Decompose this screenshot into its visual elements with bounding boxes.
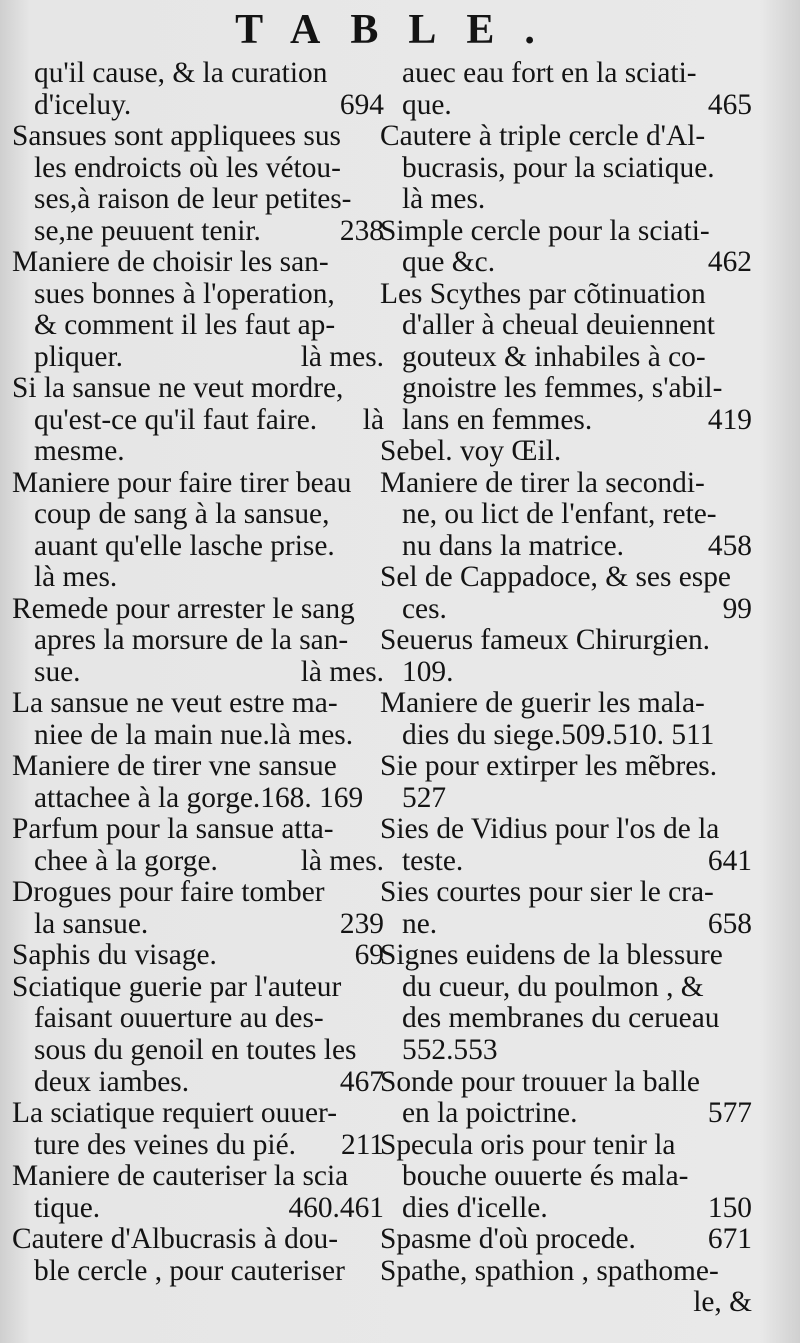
index-text: mesme.	[34, 436, 125, 468]
index-text: Sies courtes pour sier le cra-	[380, 877, 714, 909]
index-line	[12, 405, 384, 437]
page-reference: 577	[707, 1098, 752, 1130]
index-line	[380, 1287, 752, 1319]
index-line	[12, 247, 384, 279]
index-text: Sebel. voy Œil.	[380, 436, 562, 468]
index-line	[12, 1161, 384, 1193]
index-text: qu'est-ce qu'il faut faire.	[34, 404, 318, 436]
index-text: niee de la main nue.là mes.	[34, 719, 354, 751]
index-text: que.	[402, 89, 452, 121]
index-text: Sciatique guerie par l'auteur	[12, 971, 342, 1003]
page-reference: là mes.	[300, 656, 384, 688]
index-line	[12, 468, 384, 500]
page-reference: 460.461	[288, 1192, 384, 1224]
index-text: gouteux & inhabiles à co-	[402, 341, 706, 373]
index-line	[380, 310, 752, 342]
index-text: auant qu'elle lasche prise.	[34, 530, 335, 562]
index-text: sue.	[34, 656, 81, 688]
index-line	[12, 720, 384, 752]
index-text: apres la morsure de la san-	[34, 625, 349, 657]
index-line	[380, 625, 752, 657]
index-text: la sansue.	[34, 908, 149, 940]
index-text: se,ne peuuent tenir.	[34, 215, 261, 247]
index-text: ble cercle , pour cauteriser	[34, 1255, 345, 1287]
index-line	[380, 247, 752, 279]
index-text: Les Scythes par cõtinuation	[380, 278, 706, 310]
index-line	[380, 405, 752, 437]
index-line	[12, 783, 384, 815]
index-text: ture des veines du pié.	[34, 1129, 296, 1161]
index-line	[380, 153, 752, 185]
index-line	[12, 1098, 384, 1130]
page-reference: 419	[707, 404, 752, 436]
index-text: lans en femmes.	[402, 404, 593, 436]
index-line	[380, 720, 752, 752]
index-line	[380, 972, 752, 1004]
index-line	[380, 58, 752, 90]
index-text: Sie pour extirper les mẽbres.	[380, 751, 718, 783]
index-text: attachee à la gorge.168. 169	[34, 782, 364, 814]
index-text: Sansues sont appliquees sus	[12, 121, 341, 153]
index-text: Sonde pour trouuer la balle	[380, 1066, 700, 1098]
index-line	[12, 90, 384, 122]
index-text: Spathe, spathion , spathome-	[380, 1255, 719, 1287]
index-line	[12, 216, 384, 248]
index-text: ne, ou lict de l'enfant, rete-	[402, 499, 717, 531]
index-text: teste.	[402, 845, 464, 877]
page-reference: 658	[707, 908, 752, 940]
index-line	[12, 562, 384, 594]
index-text: gnoistre les femmes, s'abil-	[402, 373, 723, 405]
index-line	[12, 657, 384, 689]
index-text: Si la sansue ne veut mordre,	[12, 373, 344, 405]
index-line	[12, 877, 384, 909]
index-line	[380, 1130, 752, 1162]
index-text: Spasme d'où procede.	[380, 1224, 636, 1256]
index-line	[12, 814, 384, 846]
index-line	[380, 531, 752, 563]
index-line	[380, 1003, 752, 1035]
index-text: 527	[402, 782, 447, 814]
page-reference: 462	[707, 247, 752, 279]
index-line	[380, 121, 752, 153]
index-line	[12, 121, 384, 153]
index-line	[12, 373, 384, 405]
page-reference: 69	[354, 940, 384, 972]
page-reference: 211	[341, 1129, 384, 1161]
index-line	[380, 499, 752, 531]
index-line	[12, 1067, 384, 1099]
page-reference: 458	[707, 530, 752, 562]
index-text: là mes.	[34, 562, 118, 594]
index-text: là mes.	[402, 184, 486, 216]
index-line	[380, 184, 752, 216]
index-line	[12, 531, 384, 563]
index-text: Simple cercle pour la sciati-	[380, 215, 710, 247]
index-line	[380, 373, 752, 405]
index-text: Cautere d'Albucrasis à dou-	[12, 1224, 339, 1256]
index-text: Signes euidens de la blessure	[380, 940, 723, 972]
index-text: dies du siege.509.510. 511	[402, 719, 715, 751]
index-line	[380, 1193, 752, 1225]
index-text: d'iceluy.	[34, 89, 132, 121]
index-line	[12, 436, 384, 468]
index-text: Maniere de tirer vne sansue	[12, 751, 337, 783]
index-text: nu dans la matrice.	[402, 530, 624, 562]
index-text: les endroicts où les vétou-	[34, 152, 341, 184]
index-text: bouche ouuerte és mala-	[402, 1161, 689, 1193]
index-text: ces.	[402, 593, 447, 625]
index-line	[12, 751, 384, 783]
index-line	[12, 625, 384, 657]
page-reference: 671	[707, 1224, 752, 1256]
index-line	[12, 279, 384, 311]
index-line	[12, 594, 384, 626]
index-text: Maniere de cauteriser la scia	[12, 1161, 349, 1193]
index-text: La sciatique requiert ouuer-	[12, 1098, 338, 1130]
page-reference: 99	[722, 593, 752, 625]
page-reference: là	[362, 404, 384, 436]
index-line	[12, 58, 384, 90]
index-text: Remede pour arrester le sang	[12, 593, 355, 625]
index-line	[380, 1035, 752, 1067]
index-text: en la poictrine.	[402, 1098, 578, 1130]
index-text: Maniere de choisir les san-	[12, 247, 329, 279]
index-text: & comment il les faut ap-	[34, 310, 336, 342]
index-line	[380, 1161, 752, 1193]
page-reference: là mes.	[300, 845, 384, 877]
index-text: Parfum pour la sansue atta-	[12, 814, 334, 846]
page-reference: 467	[339, 1066, 384, 1098]
index-line	[12, 1003, 384, 1035]
page-reference: 238	[339, 215, 384, 247]
index-line	[380, 562, 752, 594]
index-line	[12, 1224, 384, 1256]
index-line	[12, 1035, 384, 1067]
index-line	[380, 342, 752, 374]
index-line	[380, 940, 752, 972]
index-line	[12, 846, 384, 878]
index-line	[380, 1098, 752, 1130]
index-line	[380, 1224, 752, 1256]
index-line	[12, 153, 384, 185]
index-text: que &c.	[402, 247, 496, 279]
index-line	[380, 1067, 752, 1099]
index-text: 109.	[402, 656, 454, 688]
index-text: Drogues pour faire tomber	[12, 877, 325, 909]
index-line	[12, 1256, 384, 1288]
index-text: La sansue ne veut estre ma-	[12, 688, 338, 720]
index-text: des membranes du cerueau	[402, 1003, 720, 1035]
index-text: 552.553	[402, 1034, 498, 1066]
index-text: du cueur, du poulmon , &	[402, 971, 704, 1003]
index-text: faisant ouuerture au des-	[34, 1003, 324, 1035]
right-column	[380, 58, 752, 1319]
index-text: ses,à raison de leur petites-	[34, 184, 352, 216]
index-line	[12, 342, 384, 374]
page-reference: 641	[707, 845, 752, 877]
index-text: auec eau fort en la sciati-	[402, 58, 697, 89]
index-text: coup de sang à la sansue,	[34, 499, 330, 531]
index-text: qu'il cause, & la curation	[34, 58, 328, 89]
index-text: sues bonnes à l'operation,	[34, 278, 335, 310]
index-text: chee à la gorge.	[34, 845, 218, 877]
index-text: d'aller à cheual deuiennent	[402, 310, 715, 342]
page-reference: là mes.	[300, 341, 384, 373]
index-text: tique.	[34, 1192, 101, 1224]
page-reference: 150	[707, 1192, 752, 1224]
running-header: TABLE.	[235, 7, 565, 53]
index-line	[12, 909, 384, 941]
index-line	[380, 783, 752, 815]
index-line	[12, 688, 384, 720]
index-line	[380, 657, 752, 689]
page-reference: 465	[707, 89, 752, 121]
index-line	[380, 436, 752, 468]
index-text: Cautere à triple cercle d'Al-	[380, 121, 706, 153]
index-text: sous du genoil en toutes les	[34, 1034, 357, 1066]
index-text: bucrasis, pour la sciatique.	[402, 152, 715, 184]
index-line	[380, 751, 752, 783]
page-reference: 694	[339, 89, 384, 121]
index-line	[380, 1256, 752, 1288]
index-line	[12, 972, 384, 1004]
index-line	[380, 90, 752, 122]
index-line	[380, 688, 752, 720]
page-reference: le, &	[693, 1287, 752, 1319]
index-line	[380, 909, 752, 941]
index-text: Sel de Cappadoce, & ses espe	[380, 562, 731, 594]
index-text: dies d'icelle.	[402, 1192, 548, 1224]
page-reference: 239	[339, 908, 384, 940]
index-text: Sies de Vidius pour l'os de la	[380, 814, 720, 846]
index-text: Seuerus fameux Chirurgien.	[380, 625, 711, 657]
index-line	[12, 1193, 384, 1225]
index-line	[12, 184, 384, 216]
index-line	[380, 877, 752, 909]
index-line	[12, 310, 384, 342]
index-text: Maniere de guerir les mala-	[380, 688, 705, 720]
index-line	[12, 940, 384, 972]
index-line	[12, 499, 384, 531]
index-text: ne.	[402, 908, 438, 940]
index-line	[380, 814, 752, 846]
index-text: Saphis du visage.	[12, 940, 217, 972]
left-column	[12, 58, 384, 1287]
index-text: deux iambes.	[34, 1066, 190, 1098]
index-text: Specula oris pour tenir la	[380, 1129, 676, 1161]
index-line	[380, 594, 752, 626]
index-line	[380, 846, 752, 878]
index-line	[380, 279, 752, 311]
index-text: pliquer.	[34, 341, 123, 373]
index-line	[12, 1130, 384, 1162]
index-text: Maniere pour faire tirer beau	[12, 467, 352, 499]
index-text: Maniere de tirer la secondi-	[380, 467, 705, 499]
index-line	[380, 216, 752, 248]
index-line	[380, 468, 752, 500]
